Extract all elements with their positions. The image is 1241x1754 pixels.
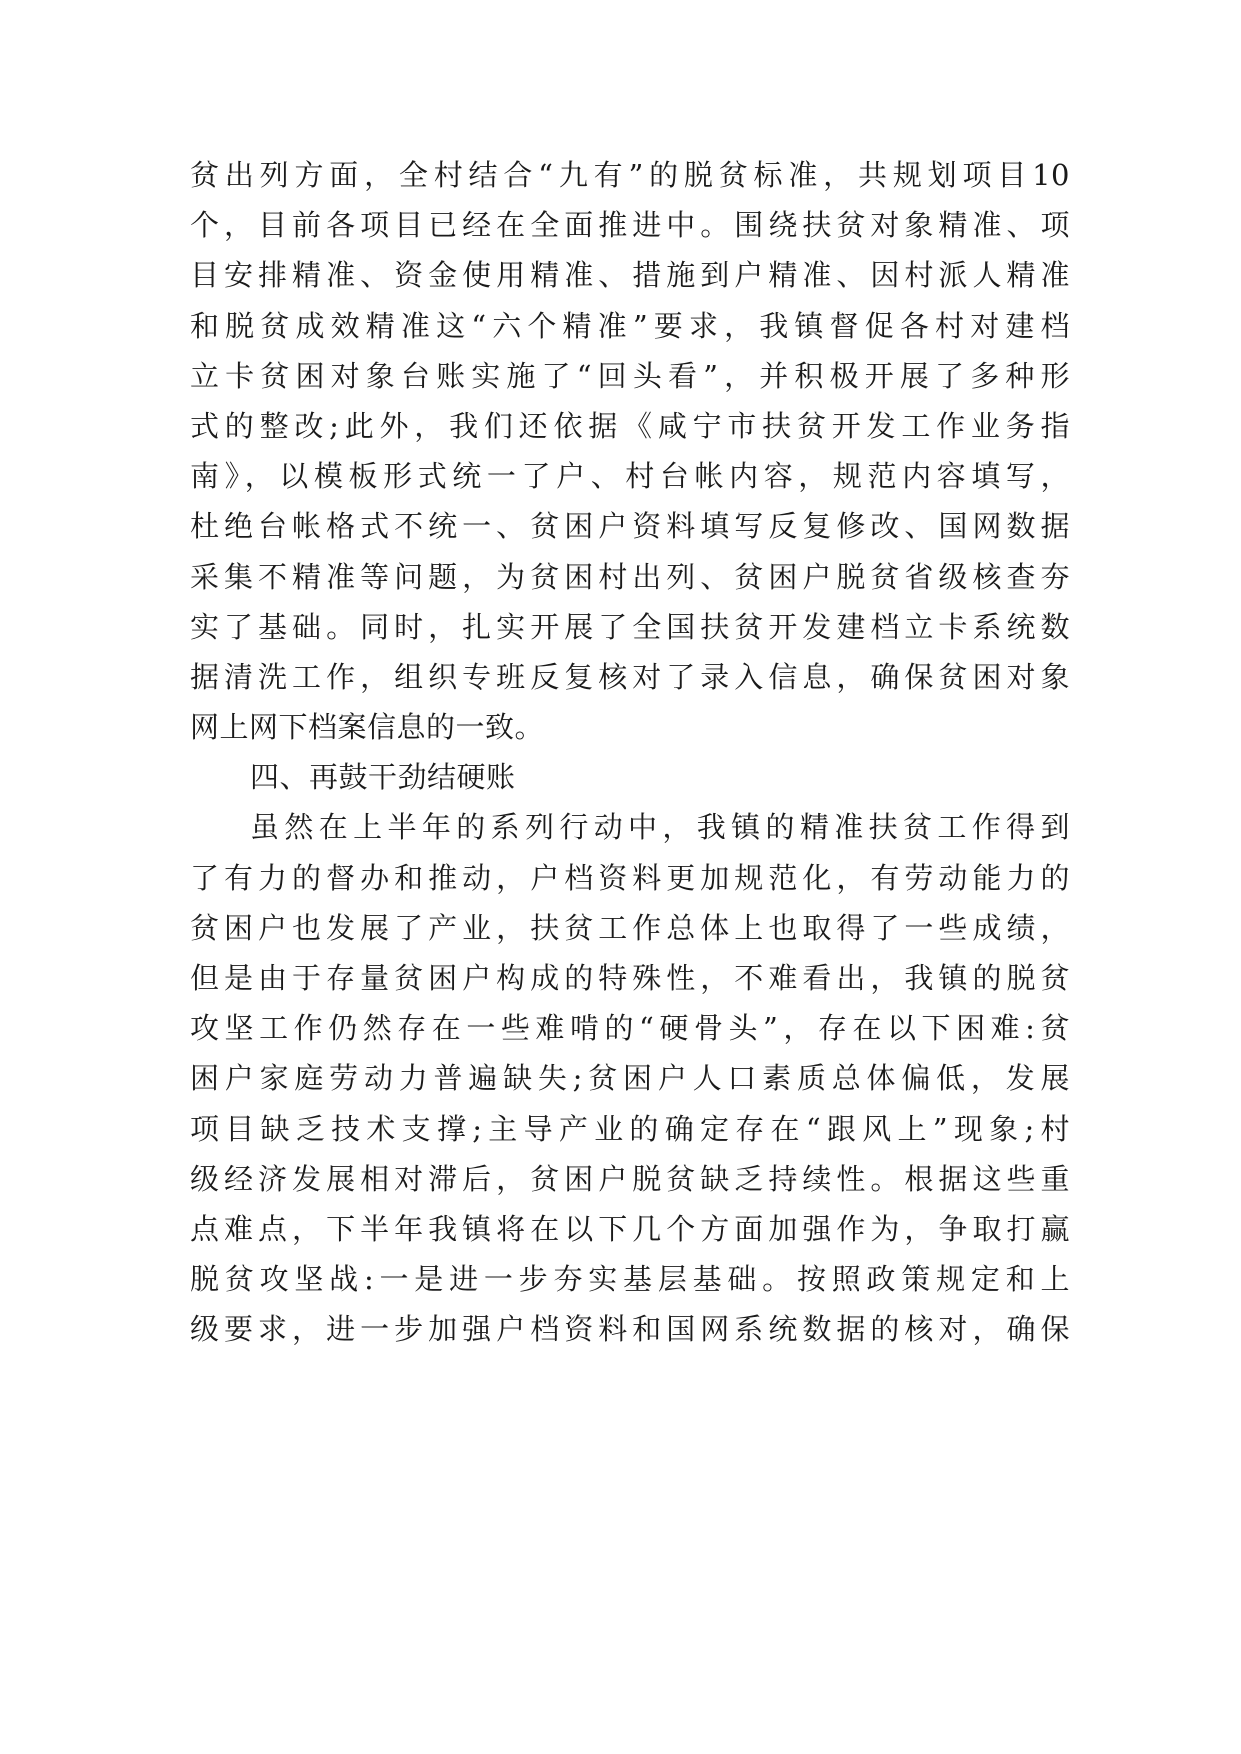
text-line: 但是由于存量贫困户构成的特殊性，不难看出，我镇的脱贫 bbox=[190, 961, 1070, 995]
section-heading: 四、再鼓干劲结硬账 bbox=[250, 760, 516, 795]
text-line: 网上网下档案信息的一致。 bbox=[190, 710, 545, 745]
text-line: 脱贫攻坚战:一是进一步夯实基层基础。按照政策规定和上 bbox=[190, 1262, 1070, 1297]
text-line: 立卡贫困对象台账实施了“回头看”，并积极开展了多种形 bbox=[190, 358, 1070, 393]
text-line: 实了基础。同时，扎实开展了全国扶贫开发建档立卡系统数 bbox=[190, 609, 1070, 644]
text-line: 攻坚工作仍然存在一些难啃的“硬骨头”，存在以下困难:贫 bbox=[190, 1011, 1070, 1046]
text-line: 据清洗工作，组织专班反复核对了录入信息，确保贫困对象 bbox=[190, 659, 1070, 694]
text-line: 式的整改;此外，我们还依据《咸宁市扶贫开发工作业务指 bbox=[190, 408, 1070, 443]
text-line: 个，目前各项目已经在全面推进中。围绕扶贫对象精准、项 bbox=[190, 208, 1070, 243]
body-text bbox=[190, 150, 1070, 1355]
text-line: 点难点，下半年我镇将在以下几个方面加强作为，争取打赢 bbox=[190, 1211, 1070, 1246]
text-line: 贫出列方面，全村结合“九有”的脱贫标准，共规划项目10 bbox=[190, 158, 1070, 192]
text-line: 级要求，进一步加强户档资料和国网系统数据的核对，确保 bbox=[190, 1312, 1070, 1347]
text-line: 级经济发展相对滞后，贫困户脱贫缺乏持续性。根据这些重 bbox=[190, 1161, 1070, 1196]
text-line: 虽然在上半年的系列行动中，我镇的精准扶贫工作得到 bbox=[250, 810, 1070, 845]
text-line: 困户家庭劳动力普遍缺失;贫困户人口素质总体偏低，发展 bbox=[190, 1061, 1070, 1096]
text-line: 目安排精准、资金使用精准、措施到户精准、因村派人精准 bbox=[190, 258, 1070, 293]
text-line: 南》，以模板形式统一了户、村台帐内容，规范内容填写， bbox=[190, 459, 1070, 494]
text-line: 贫困户也发展了产业，扶贫工作总体上也取得了一些成绩， bbox=[190, 910, 1070, 945]
text-line: 项目缺乏技术支撑;主导产业的确定存在“跟风上”现象;村 bbox=[190, 1111, 1070, 1146]
text-line: 和脱贫成效精准这“六个精准”要求，我镇督促各村对建档 bbox=[190, 308, 1070, 343]
text-line: 采集不精准等问题，为贫困村出列、贫困户脱贫省级核查夯 bbox=[190, 559, 1070, 594]
text-line: 了有力的督办和推动，户档资料更加规范化，有劳动能力的 bbox=[190, 860, 1070, 895]
text-line: 杜绝台帐格式不统一、贫困户资料填写反复修改、国网数据 bbox=[190, 509, 1070, 544]
